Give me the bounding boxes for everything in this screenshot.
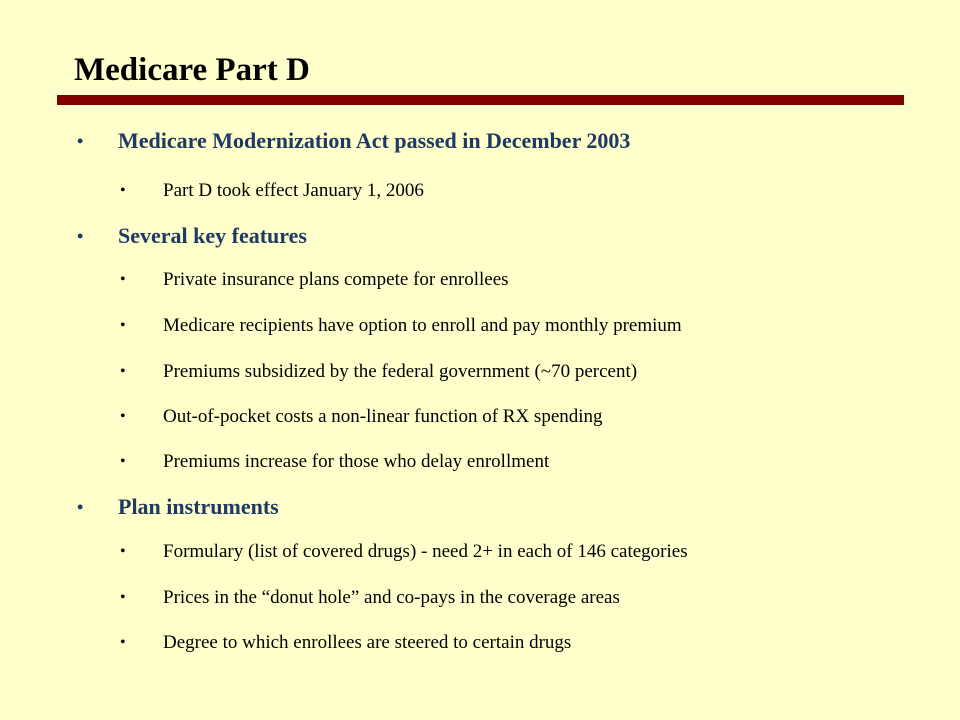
bullet-icon: • (120, 363, 126, 380)
bullet-icon: • (120, 453, 126, 470)
bullet-icon: • (120, 317, 126, 334)
bullet-icon: • (77, 497, 84, 517)
section-heading-text: Plan instruments (118, 494, 279, 519)
bullet-icon: • (120, 589, 126, 606)
bullet-icon: • (120, 634, 126, 651)
bullet-icon: • (120, 182, 126, 199)
bullet-icon: • (77, 226, 84, 246)
bullet-icon: • (120, 543, 126, 560)
bullet-icon: • (77, 131, 84, 151)
section-heading-text: Medicare Modernization Act passed in December 2003 (118, 128, 631, 153)
list-item-text: Out-of-pocket costs a non-linear function of RX spending (163, 406, 603, 427)
bullet-icon: • (120, 408, 126, 425)
list-item-text: Private insurance plans compete for enrollees (163, 269, 509, 290)
list-item-text: Prices in the “donut hole” and co-pays in the coverage areas (163, 587, 620, 608)
list-item-text: Premiums increase for those who delay enrollment (163, 451, 550, 472)
list-item-text: Medicare recipients have option to enroll and pay monthly premium (163, 315, 682, 336)
title-underline-rule (57, 95, 904, 105)
slide-title: Medicare Part D (74, 52, 310, 88)
list-item-text: Degree to which enrollees are steered to certain drugs (163, 632, 572, 653)
bullet-icon: • (120, 271, 126, 288)
list-item-text: Formulary (list of covered drugs) - need 2+ in each of 146 categories (163, 541, 688, 562)
section-heading-text: Several key features (118, 223, 307, 248)
list-item-text: Part D took effect January 1, 2006 (163, 180, 424, 201)
list-item-text: Premiums subsidized by the federal government (~70 percent) (163, 361, 638, 382)
